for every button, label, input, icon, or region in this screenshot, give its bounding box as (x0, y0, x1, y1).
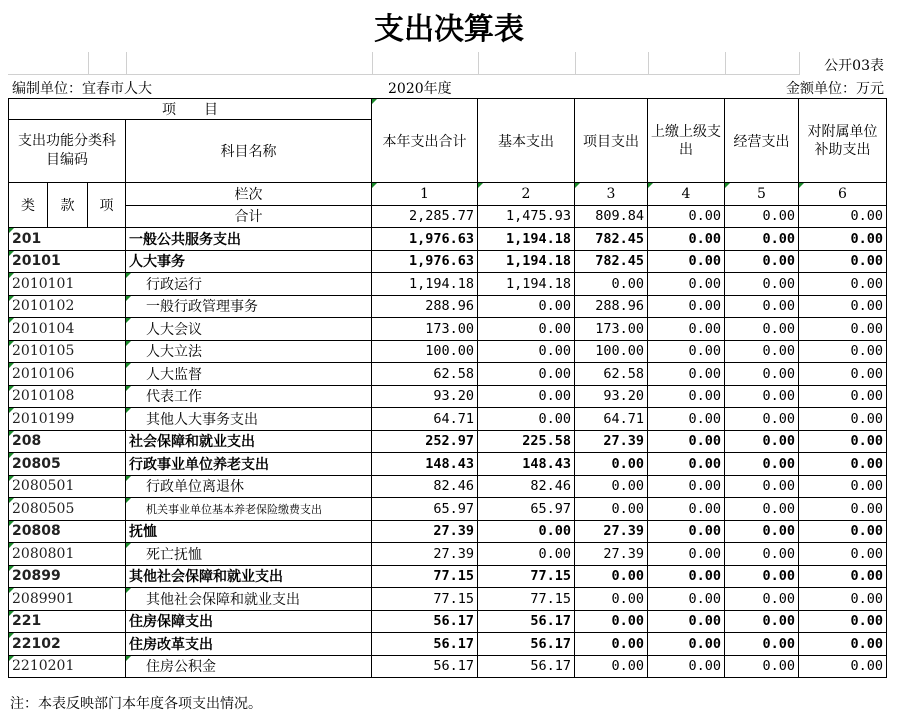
table-row (9, 318, 887, 341)
row-code: 2080801 (9, 543, 126, 566)
row-project: 782.45 (575, 250, 648, 273)
row-total: 1,976.63 (372, 228, 478, 251)
row-operating: 0.00 (725, 453, 799, 476)
row-subsidy: 0.00 (799, 250, 887, 273)
empty-grid-row (8, 52, 887, 74)
row-upper: 0.00 (648, 363, 725, 386)
row-subsidy: 0.00 (799, 655, 887, 678)
row-total: 100.00 (372, 340, 478, 363)
table-row (9, 363, 887, 386)
row-project: 173.00 (575, 318, 648, 341)
row-upper: 0.00 (648, 340, 725, 363)
upper-header: 上缴上级支出 (648, 99, 725, 183)
row-upper: 0.00 (648, 655, 725, 678)
sum-subsidy: 0.00 (799, 205, 887, 228)
row-code: 2080501 (9, 475, 126, 498)
row-code: 2210201 (9, 655, 126, 678)
row-operating: 0.00 (725, 228, 799, 251)
row-code: 2010102 (9, 295, 126, 318)
row-subsidy: 0.00 (799, 543, 887, 566)
row-basic: 82.46 (478, 475, 575, 498)
row-total: 64.71 (372, 408, 478, 431)
row-subsidy: 0.00 (799, 408, 887, 431)
header-row-1 (9, 99, 887, 120)
row-project: 288.96 (575, 295, 648, 318)
row-total: 288.96 (372, 295, 478, 318)
row-operating: 0.00 (725, 633, 799, 656)
row-operating: 0.00 (725, 318, 799, 341)
row-code: 221 (9, 610, 126, 633)
row-basic: 77.15 (478, 588, 575, 611)
row-name: 人大会议 (126, 318, 372, 341)
row-code: 2010104 (9, 318, 126, 341)
row-name: 人大立法 (126, 340, 372, 363)
row-subsidy: 0.00 (799, 520, 887, 543)
table-row (9, 588, 887, 611)
row-name: 人大监督 (126, 363, 372, 386)
table-row (9, 273, 887, 296)
row-subsidy: 0.00 (799, 273, 887, 296)
row-total: 148.43 (372, 453, 478, 476)
row-basic: 0.00 (478, 318, 575, 341)
row-total: 56.17 (372, 655, 478, 678)
row-total: 65.97 (372, 498, 478, 521)
row-upper: 0.00 (648, 273, 725, 296)
project-header: 项目支出 (575, 99, 648, 183)
row-code: 208 (9, 430, 126, 453)
row-operating: 0.00 (725, 250, 799, 273)
table-row (9, 475, 887, 498)
row-project: 0.00 (575, 588, 648, 611)
row-upper: 0.00 (648, 453, 725, 476)
table-row (9, 340, 887, 363)
table-row (9, 408, 887, 431)
row-subsidy: 0.00 (799, 430, 887, 453)
row-basic: 65.97 (478, 498, 575, 521)
row-basic: 0.00 (478, 520, 575, 543)
row-name: 其他社会保障和就业支出 (126, 565, 372, 588)
table-row (9, 543, 887, 566)
row-total: 173.00 (372, 318, 478, 341)
table-row (9, 385, 887, 408)
row-total: 27.39 (372, 543, 478, 566)
row-subsidy: 0.00 (799, 475, 887, 498)
row-subsidy: 0.00 (799, 363, 887, 386)
row-project: 0.00 (575, 565, 648, 588)
row-basic: 1,194.18 (478, 228, 575, 251)
row-name: 社会保障和就业支出 (126, 430, 372, 453)
row-code: 2010101 (9, 273, 126, 296)
col-num-6: 6 (799, 183, 887, 206)
row-subsidy: 0.00 (799, 318, 887, 341)
row-name: 其他人大事务支出 (126, 408, 372, 431)
sum-project: 809.84 (575, 205, 648, 228)
row-upper: 0.00 (648, 610, 725, 633)
sum-label: 合计 (126, 205, 372, 228)
row-project: 27.39 (575, 543, 648, 566)
row-upper: 0.00 (648, 633, 725, 656)
row-basic: 0.00 (478, 340, 575, 363)
col-label: 栏次 (126, 183, 372, 206)
page-title: 支出决算表 (374, 12, 524, 47)
row-upper: 0.00 (648, 588, 725, 611)
row-upper: 0.00 (648, 430, 725, 453)
row-code: 2010108 (9, 385, 126, 408)
row-code: 20805 (9, 453, 126, 476)
table-row (9, 228, 887, 251)
header-row-lanci (9, 183, 887, 206)
table-row (9, 633, 887, 656)
row-project: 0.00 (575, 498, 648, 521)
row-project: 27.39 (575, 430, 648, 453)
row-code: 2089901 (9, 588, 126, 611)
row-name: 行政单位离退休 (126, 475, 372, 498)
row-basic: 0.00 (478, 295, 575, 318)
row-upper: 0.00 (648, 498, 725, 521)
row-code: 20101 (9, 250, 126, 273)
kuan-header: 款 (48, 183, 88, 228)
row-upper: 0.00 (648, 565, 725, 588)
operating-header: 经营支出 (725, 99, 799, 183)
row-basic: 0.00 (478, 363, 575, 386)
row-operating: 0.00 (725, 498, 799, 521)
row-name: 代表工作 (126, 385, 372, 408)
row-total: 252.97 (372, 430, 478, 453)
col-num-1: 1 (372, 183, 478, 206)
row-name: 一般公共服务支出 (126, 228, 372, 251)
row-name: 人大事务 (126, 250, 372, 273)
row-operating: 0.00 (725, 565, 799, 588)
table-row (9, 295, 887, 318)
row-upper: 0.00 (648, 520, 725, 543)
sum-operating: 0.00 (725, 205, 799, 228)
row-project: 0.00 (575, 273, 648, 296)
col-num-4: 4 (648, 183, 725, 206)
table-row (9, 430, 887, 453)
row-basic: 225.58 (478, 430, 575, 453)
row-basic: 1,194.18 (478, 250, 575, 273)
form-number: 公开03表 (824, 58, 884, 74)
row-operating: 0.00 (725, 543, 799, 566)
col-num-5: 5 (725, 183, 799, 206)
row-code: 20899 (9, 565, 126, 588)
func-code-header: 支出功能分类科目编码 (9, 120, 126, 183)
row-operating: 0.00 (725, 475, 799, 498)
row-upper: 0.00 (648, 543, 725, 566)
row-name: 住房保障支出 (126, 610, 372, 633)
row-code: 2010106 (9, 363, 126, 386)
col-num-2: 2 (478, 183, 575, 206)
unit-label: 金额单位：万元 (786, 81, 884, 97)
row-total: 77.15 (372, 565, 478, 588)
row-operating: 0.00 (725, 655, 799, 678)
sum-basic: 1,475.93 (478, 205, 575, 228)
row-name: 行政事业单位养老支出 (126, 453, 372, 476)
row-project: 0.00 (575, 633, 648, 656)
row-basic: 56.17 (478, 655, 575, 678)
row-name: 一般行政管理事务 (126, 295, 372, 318)
row-code: 2080505 (9, 498, 126, 521)
subsidy-header: 对附属单位补助支出 (799, 99, 887, 183)
row-project: 0.00 (575, 655, 648, 678)
row-upper: 0.00 (648, 475, 725, 498)
row-basic: 0.00 (478, 385, 575, 408)
row-name: 行政运行 (126, 273, 372, 296)
year-label: 2020年度 (388, 81, 452, 97)
footnote: 注：本表反映部门本年度各项支出情况。 (10, 696, 262, 712)
row-total: 93.20 (372, 385, 478, 408)
row-project: 64.71 (575, 408, 648, 431)
item-header: 项 目 (9, 99, 372, 120)
row-basic: 56.17 (478, 610, 575, 633)
row-operating: 0.00 (725, 295, 799, 318)
row-subsidy: 0.00 (799, 565, 887, 588)
row-upper: 0.00 (648, 228, 725, 251)
row-project: 100.00 (575, 340, 648, 363)
row-basic: 0.00 (478, 408, 575, 431)
row-code: 20808 (9, 520, 126, 543)
row-name: 机关事业单位基本养老保险缴费支出 (126, 498, 372, 521)
col-num-3: 3 (575, 183, 648, 206)
row-operating: 0.00 (725, 385, 799, 408)
table-row (9, 453, 887, 476)
row-total: 1,976.63 (372, 250, 478, 273)
table-row (9, 498, 887, 521)
row-project: 27.39 (575, 520, 648, 543)
row-code: 2010105 (9, 340, 126, 363)
row-name: 抚恤 (126, 520, 372, 543)
row-basic: 1,194.18 (478, 273, 575, 296)
row-subsidy: 0.00 (799, 633, 887, 656)
row-upper: 0.00 (648, 385, 725, 408)
row-basic: 56.17 (478, 633, 575, 656)
row-name: 住房公积金 (126, 655, 372, 678)
row-subsidy: 0.00 (799, 453, 887, 476)
row-operating: 0.00 (725, 363, 799, 386)
row-total: 1,194.18 (372, 273, 478, 296)
row-subsidy: 0.00 (799, 610, 887, 633)
row-subsidy: 0.00 (799, 588, 887, 611)
row-subsidy: 0.00 (799, 340, 887, 363)
row-name: 其他社会保障和就业支出 (126, 588, 372, 611)
total-header: 本年支出合计 (372, 99, 478, 183)
row-operating: 0.00 (725, 610, 799, 633)
row-code: 22102 (9, 633, 126, 656)
row-project: 0.00 (575, 453, 648, 476)
row-total: 82.46 (372, 475, 478, 498)
table-row (9, 610, 887, 633)
row-total: 56.17 (372, 633, 478, 656)
row-upper: 0.00 (648, 250, 725, 273)
row-name: 住房改革支出 (126, 633, 372, 656)
table-row (9, 250, 887, 273)
row-basic: 77.15 (478, 565, 575, 588)
basic-header: 基本支出 (478, 99, 575, 183)
row-basic: 0.00 (478, 543, 575, 566)
row-total: 62.58 (372, 363, 478, 386)
table-row (9, 655, 887, 678)
lei-header: 类 (9, 183, 48, 228)
row-total: 56.17 (372, 610, 478, 633)
row-project: 782.45 (575, 228, 648, 251)
row-project: 0.00 (575, 610, 648, 633)
row-operating: 0.00 (725, 520, 799, 543)
row-subsidy: 0.00 (799, 295, 887, 318)
row-operating: 0.00 (725, 273, 799, 296)
table-row (9, 520, 887, 543)
row-upper: 0.00 (648, 318, 725, 341)
org-label: 编制单位：宜春市人大 (12, 81, 152, 97)
row-subsidy: 0.00 (799, 498, 887, 521)
row-subsidy: 0.00 (799, 385, 887, 408)
sum-total: 2,285.77 (372, 205, 478, 228)
expenditure-table (8, 98, 887, 678)
row-total: 27.39 (372, 520, 478, 543)
row-code: 201 (9, 228, 126, 251)
row-total: 77.15 (372, 588, 478, 611)
row-operating: 0.00 (725, 408, 799, 431)
row-operating: 0.00 (725, 588, 799, 611)
row-operating: 0.00 (725, 430, 799, 453)
row-upper: 0.00 (648, 295, 725, 318)
table-row (9, 565, 887, 588)
sum-upper: 0.00 (648, 205, 725, 228)
row-upper: 0.00 (648, 408, 725, 431)
row-basic: 148.43 (478, 453, 575, 476)
row-name: 死亡抚恤 (126, 543, 372, 566)
row-code: 2010199 (9, 408, 126, 431)
row-project: 93.20 (575, 385, 648, 408)
row-project: 0.00 (575, 475, 648, 498)
subject-header: 科目名称 (126, 120, 372, 183)
sum-row (9, 205, 887, 228)
row-subsidy: 0.00 (799, 228, 887, 251)
row-operating: 0.00 (725, 340, 799, 363)
xiang-header: 项 (88, 183, 126, 228)
row-project: 62.58 (575, 363, 648, 386)
